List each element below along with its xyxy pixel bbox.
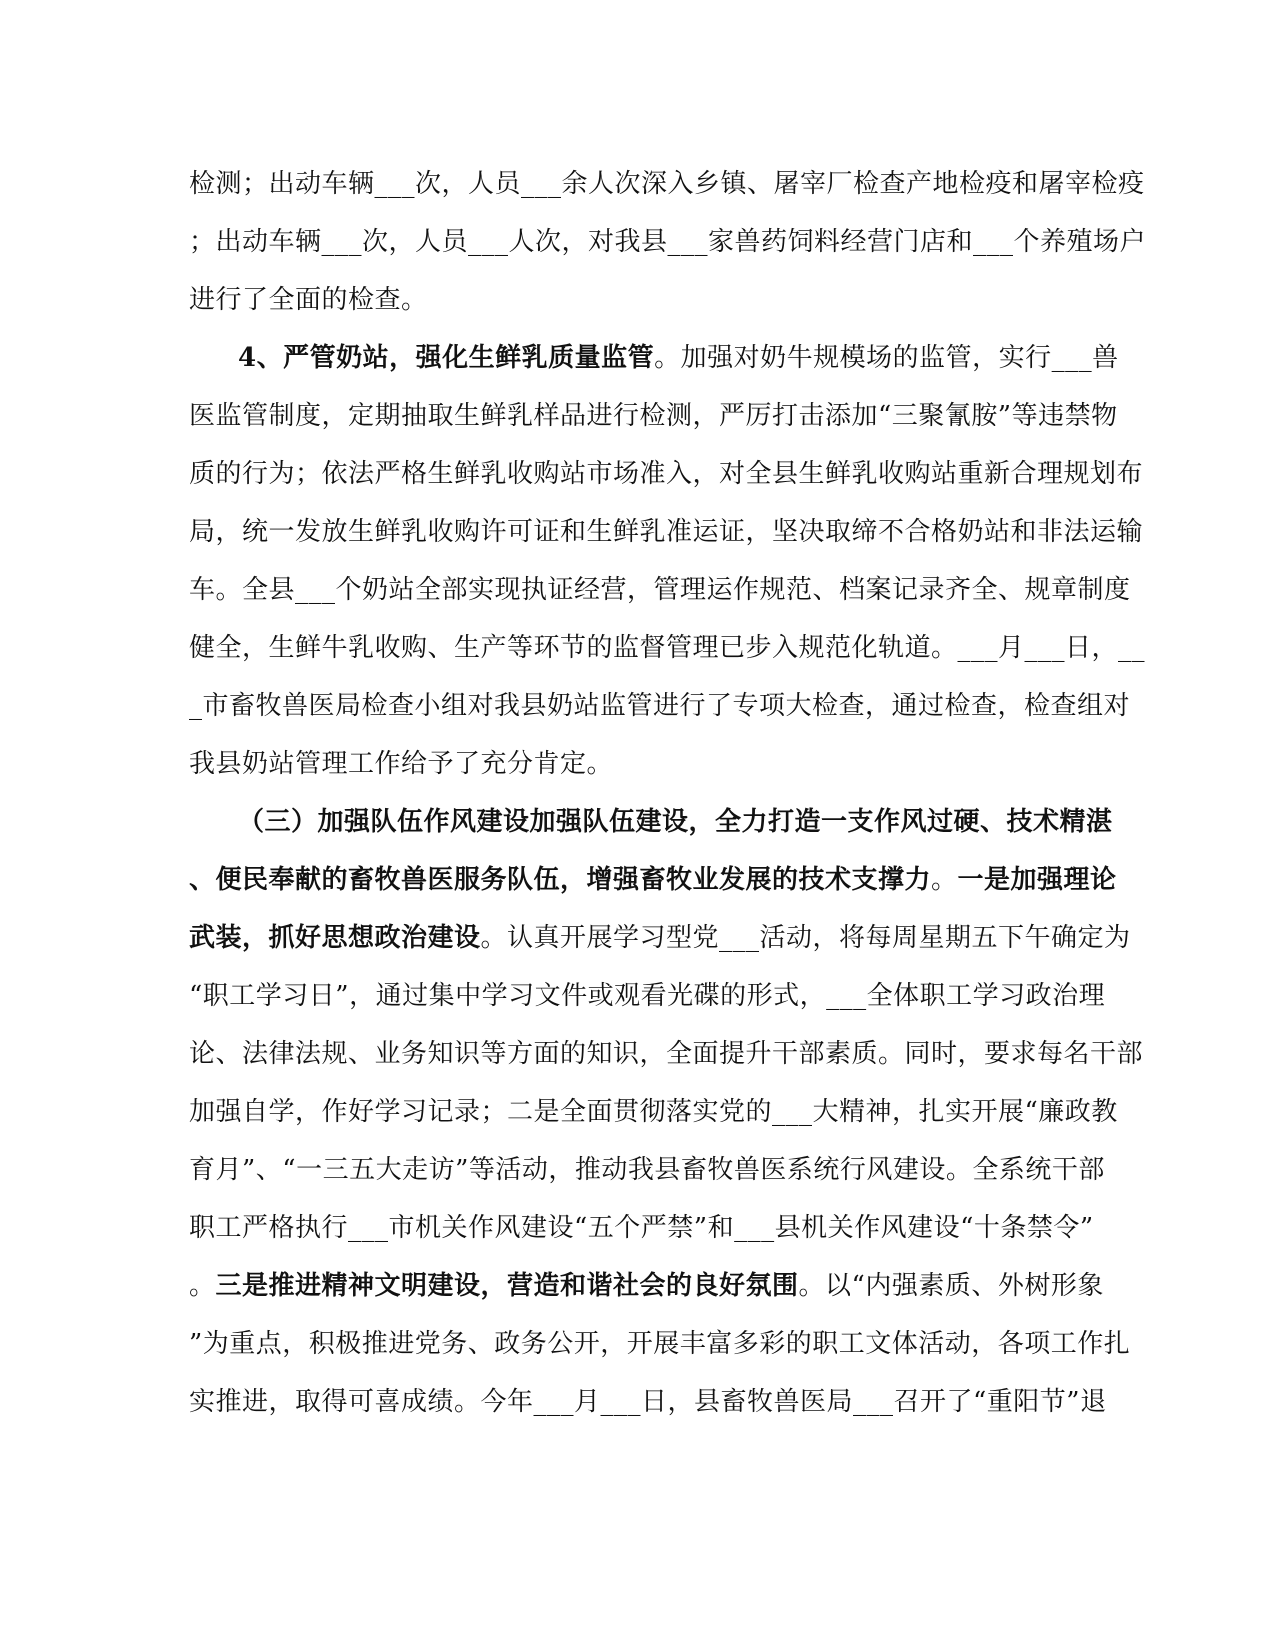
text-line: 实推进，取得可喜成绩。今年___月___日，县畜牧兽医局___召开了“重阳节”退 — [189, 1387, 1107, 1417]
bold-span: 武装，抓好思想政治建设 — [189, 923, 481, 953]
bold-span: 、便民奉献的畜牧兽医服务队伍，增强畜牧业发展的技术支撑力 — [189, 865, 932, 895]
text-line: 进行了全面的检查。 — [189, 285, 428, 315]
text-line: _市畜牧兽医局检查小组对我县奶站监管进行了专项大检查，通过检查，检查组对 — [189, 691, 1131, 721]
text-line: “职工学习日”，通过集中学习文件或观看光碟的形式，___全体职工学习政治理 — [189, 981, 1106, 1011]
text-line: 检测；出动车辆___次，人员___余人次深入乡镇、屠宰厂检查产地检疫和屠宰检疫 — [189, 169, 1145, 199]
text-line: 育月”、“一三五大走访”等活动，推动我县畜牧兽医系统行风建设。全系统干部 — [189, 1155, 1105, 1185]
text-line: 健全，生鲜牛乳收购、生产等环节的监督管理已步入规范化轨道。___月___日，__ — [189, 633, 1146, 663]
text-line: ；出动车辆___次，人员___人次，对我县___家兽药饲料经营门店和___个养殖场户 — [189, 227, 1147, 257]
section-heading: 4、严管奶站，强化生鲜乳质量监管 — [238, 343, 655, 373]
text-line — [238, 338, 1138, 378]
text-line — [189, 1266, 1104, 1306]
text-line — [189, 918, 1131, 958]
text-span: 。 — [931, 865, 958, 895]
text-span: 。认真开展学习型党___活动，将每周星期五下午确定为 — [480, 923, 1131, 953]
text-line: 车。全县___个奶站全部实现执证经营，管理运作规范、档案记录齐全、规章制度 — [189, 575, 1131, 605]
section-heading: （三）加强队伍作风建设加强队伍建设，全力打造一支作风过硬、技术精湛 — [238, 807, 1113, 837]
text-line: 论、法律法规、业务知识等方面的知识，全面提升干部素质。同时，要求每名干部 — [189, 1039, 1144, 1069]
text-line: 质的行为；依法严格生鲜乳收购站市场准入，对全县生鲜乳收购站重新合理规划布 — [189, 459, 1144, 489]
bold-span: 三是推进精神文明建设，营造和谐社会的良好氛围 — [215, 1271, 799, 1301]
text-span: 。加强对奶牛规模场的监管，实行___兽 — [654, 343, 1119, 373]
text-line: 我县奶站管理工作给予了充分肯定。 — [189, 749, 614, 779]
text-line: ”为重点，积极推进党务、政务公开，开展丰富多彩的职工文体活动，各项工作扎 — [189, 1329, 1131, 1359]
bold-span: 一是加强理论 — [957, 865, 1117, 895]
text-span: 。以“内强素质、外树形象 — [798, 1271, 1104, 1301]
text-line — [189, 860, 1117, 900]
text-line: 加强自学，作好学习记录；二是全面贯彻落实党的___大精神，扎实开展“廉政教 — [189, 1097, 1118, 1127]
text-line: 医监管制度，定期抽取生鲜乳样品进行检测，严厉打击添加“三聚氰胺”等违禁物 — [189, 401, 1118, 431]
text-line: 局，统一发放生鲜乳收购许可证和生鲜乳准运证，坚决取缔不合格奶站和非法运输 — [189, 517, 1144, 547]
text-line: 职工严格执行___市机关作风建设“五个严禁”和___县机关作风建设“十条禁令” — [189, 1213, 1094, 1243]
text-span: 。 — [189, 1271, 216, 1301]
